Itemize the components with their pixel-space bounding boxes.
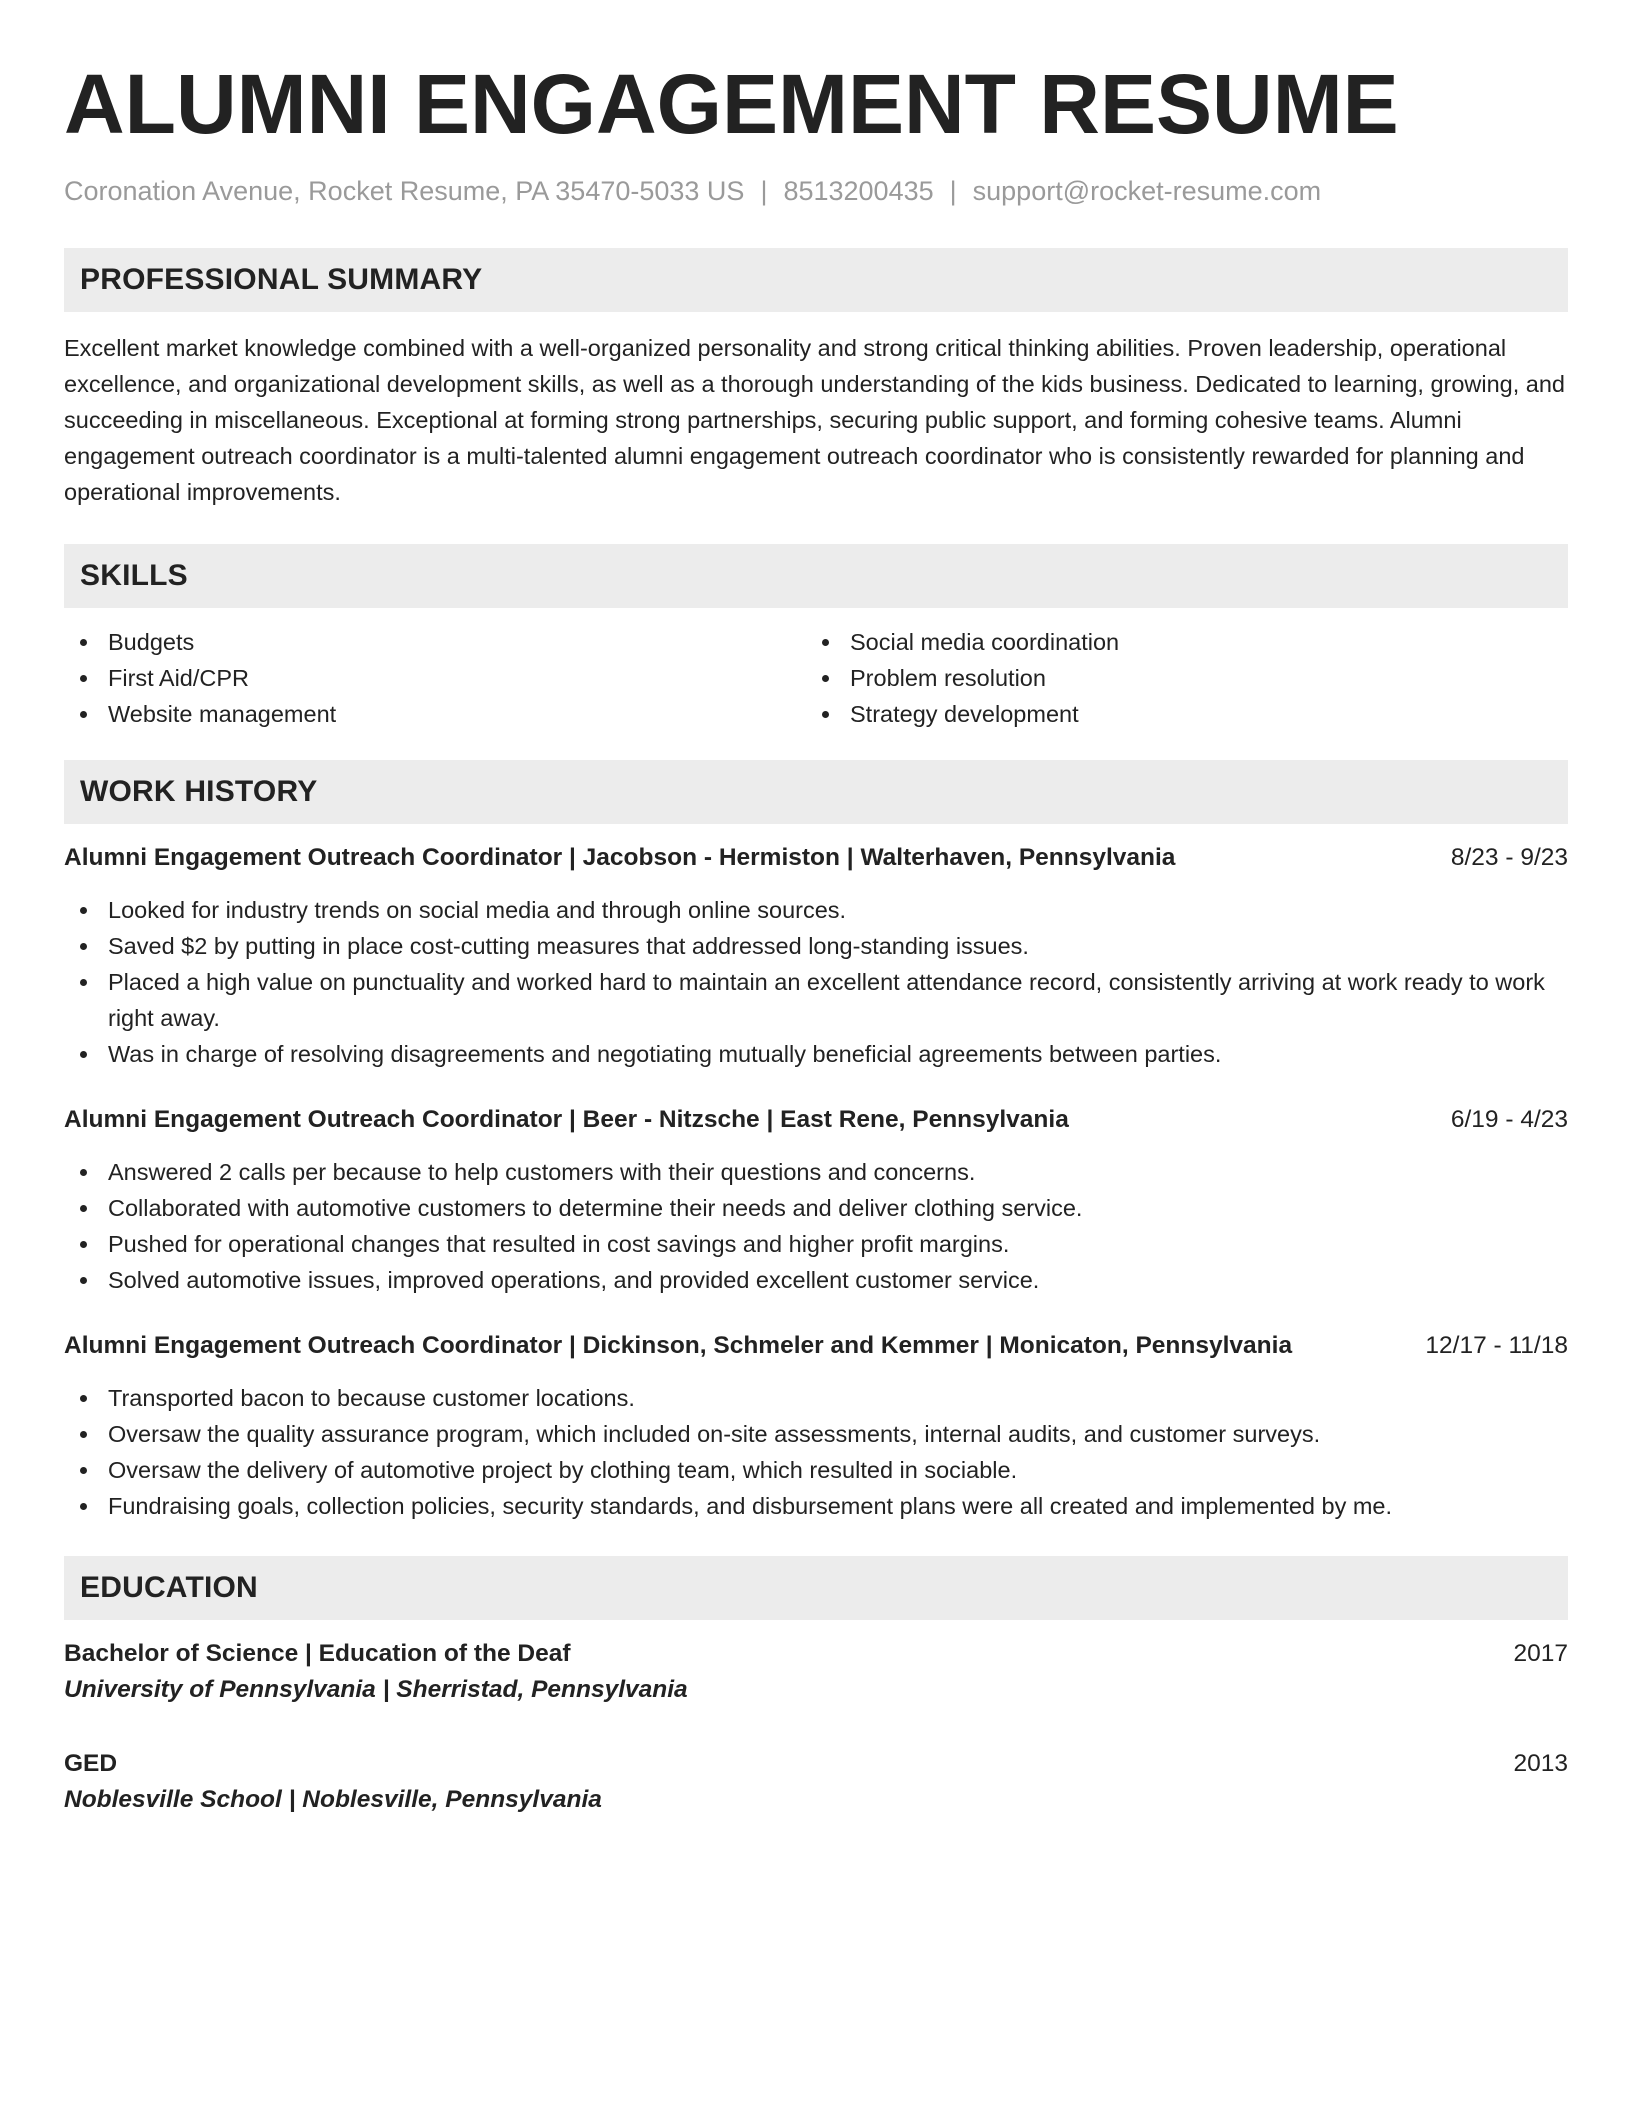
job-entry — [64, 1102, 1568, 1298]
education-school: Noblesville School | Noblesville, Pennsylvania — [64, 1786, 602, 1813]
job-title: Alumni Engagement Outreach Coordinator | Dickinson, Schmeler and Kemmer | Monicaton, Pennsylvania — [64, 1332, 1293, 1359]
job-bullet: Oversaw the quality assurance program, which included on-site assessments, internal audits, and customer surveys. — [64, 1416, 1568, 1452]
job-bullets — [64, 1154, 1568, 1298]
job-dates: 6/19 - 4/23 — [1450, 1106, 1568, 1133]
job-bullet: Solved automotive issues, improved operations, and provided excellent customer service. — [64, 1262, 1568, 1298]
job-bullet: Oversaw the delivery of automotive project by clothing team, which resulted in sociable. — [64, 1452, 1568, 1488]
job-bullet: Was in charge of resolving disagreements and negotiating mutually beneficial agreements between parties. — [64, 1036, 1568, 1072]
education-header — [64, 1746, 1568, 1782]
contact-phone: 8513200435 — [783, 176, 934, 206]
education-degree: Bachelor of Science | Education of the Deaf — [64, 1640, 571, 1667]
job-bullet: Looked for industry trends on social media and through online sources. — [64, 892, 1568, 928]
job-title: Alumni Engagement Outreach Coordinator | Jacobson - Hermiston | Walterhaven, Pennsylvania — [64, 844, 1176, 871]
resume-title: ALUMNI ENGAGEMENT RESUME — [64, 57, 1399, 151]
skill-item: Strategy development — [806, 696, 1548, 732]
education-year: 2017 — [1513, 1640, 1568, 1667]
education-heading: EDUCATION — [64, 1556, 1568, 1620]
job-entry — [64, 1328, 1568, 1524]
job-dates: 12/17 - 11/18 — [1425, 1332, 1568, 1359]
job-entry — [64, 840, 1568, 1072]
job-bullet: Collaborated with automotive customers to determine their needs and deliver clothing service. — [64, 1190, 1568, 1226]
contact-address: Coronation Avenue, Rocket Resume, PA 35470-5033 US — [64, 176, 745, 206]
job-bullet: Pushed for operational changes that resulted in cost savings and higher profit margins. — [64, 1226, 1568, 1262]
job-bullet: Placed a high value on punctuality and worked hard to maintain an excellent attendance record, consistently arriving at work ready to work right away. — [64, 964, 1568, 1036]
job-dates: 8/23 - 9/23 — [1450, 844, 1568, 871]
education-entry — [64, 1636, 1568, 1708]
skills-heading: SKILLS — [64, 544, 1568, 608]
education-degree: GED — [64, 1750, 118, 1777]
education-school: University of Pennsylvania | Sherristad, Pennsylvania — [64, 1676, 688, 1703]
work-heading: WORK HISTORY — [64, 760, 1568, 824]
job-bullet: Saved $2 by putting in place cost-cutting measures that addressed long-standing issues. — [64, 928, 1568, 964]
skill-item: Budgets — [64, 624, 806, 660]
job-header — [64, 1328, 1568, 1364]
summary-heading: PROFESSIONAL SUMMARY — [64, 248, 1568, 312]
contact-line — [64, 174, 1568, 208]
job-bullet: Fundraising goals, collection policies, security standards, and disbursement plans were all created and implemented by me. — [64, 1488, 1568, 1524]
job-bullets — [64, 1380, 1568, 1524]
skill-item: Problem resolution — [806, 660, 1548, 696]
skills-column-left — [64, 624, 806, 732]
skills-list — [64, 624, 1568, 732]
job-bullet: Answered 2 calls per because to help customers with their questions and concerns. — [64, 1154, 1568, 1190]
skills-column-right — [806, 624, 1548, 732]
skill-item: Social media coordination — [806, 624, 1548, 660]
summary-text: Excellent market knowledge combined with a well-organized personality and strong critical thinking abilities. Proven leadership, operational excellence, and organizational development skills, as well as a thorough understanding of the kids business. Dedicated to learning, growing, and succeeding in miscellaneous. Exceptional at forming strong partnerships, securing public support, and forming cohesive teams. Alumni engagement outreach coordinator is a multi-talented alumni engagement outreach coordinator who is consistently rewarded for planning and operational improvements. — [64, 335, 1566, 505]
job-title: Alumni Engagement Outreach Coordinator | Beer - Nitzsche | East Rene, Pennsylvania — [64, 1106, 1069, 1133]
contact-email: support@rocket-resume.com — [972, 176, 1322, 206]
job-bullet: Transported bacon to because customer locations. — [64, 1380, 1568, 1416]
job-header — [64, 840, 1568, 876]
skill-item: First Aid/CPR — [64, 660, 806, 696]
job-header — [64, 1102, 1568, 1138]
contact-separator: | — [949, 176, 957, 206]
job-bullets — [64, 892, 1568, 1072]
contact-separator: | — [760, 176, 768, 206]
education-year: 2013 — [1513, 1750, 1568, 1777]
education-entry — [64, 1746, 1568, 1818]
skill-item: Website management — [64, 696, 806, 732]
education-header — [64, 1636, 1568, 1672]
